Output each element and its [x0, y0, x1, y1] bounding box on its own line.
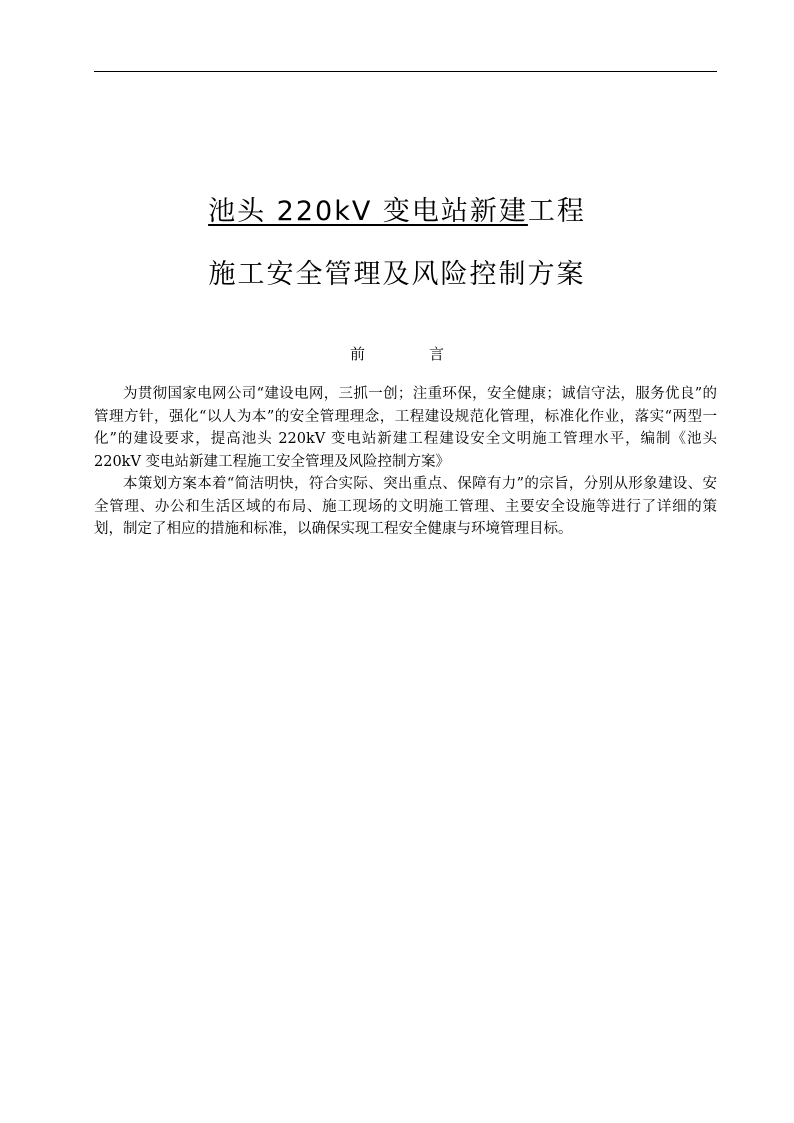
paragraph-2: 本策划方案本着“简洁明快，符合实际、突出重点、保障有力”的宗旨，分别从形象建设、安全管理、办公和生活区域的布局、施工现场的文明施工管理、主要安全设施等进行了详细的策划，制定了相应的措施和标准，以确保实现工程安全健康与环境管理目标。 [94, 476, 717, 537]
preface-char-2: 言 [429, 345, 445, 363]
document-title-line1 [0, 195, 794, 229]
document-title-line2: 施工安全管理及风险控制方案 [208, 259, 586, 290]
preface-body [94, 383, 717, 541]
title-rest-part: 工程 [527, 196, 586, 227]
title-underlined-part: 池头 220kV 变电站新建 [208, 196, 528, 227]
preface-heading [0, 344, 794, 364]
paragraph-1: 为贯彻国家电网公司“建设电网，三抓一创；注重环保，安全健康；诚信守法，服务优良”的管理方针，强化“以人为本”的安全管理理念，工程建设规范化管理，标准化作业，落实“两型一化”的建设要求，提高池头 220kV 变电站新建工程建设安全文明施工管理水平，编制《池头 220kV 变电站新建工程施工安全管理及风险控制方案》 [94, 386, 717, 470]
header-rule [94, 71, 717, 72]
preface-char-1: 前 [349, 345, 365, 363]
